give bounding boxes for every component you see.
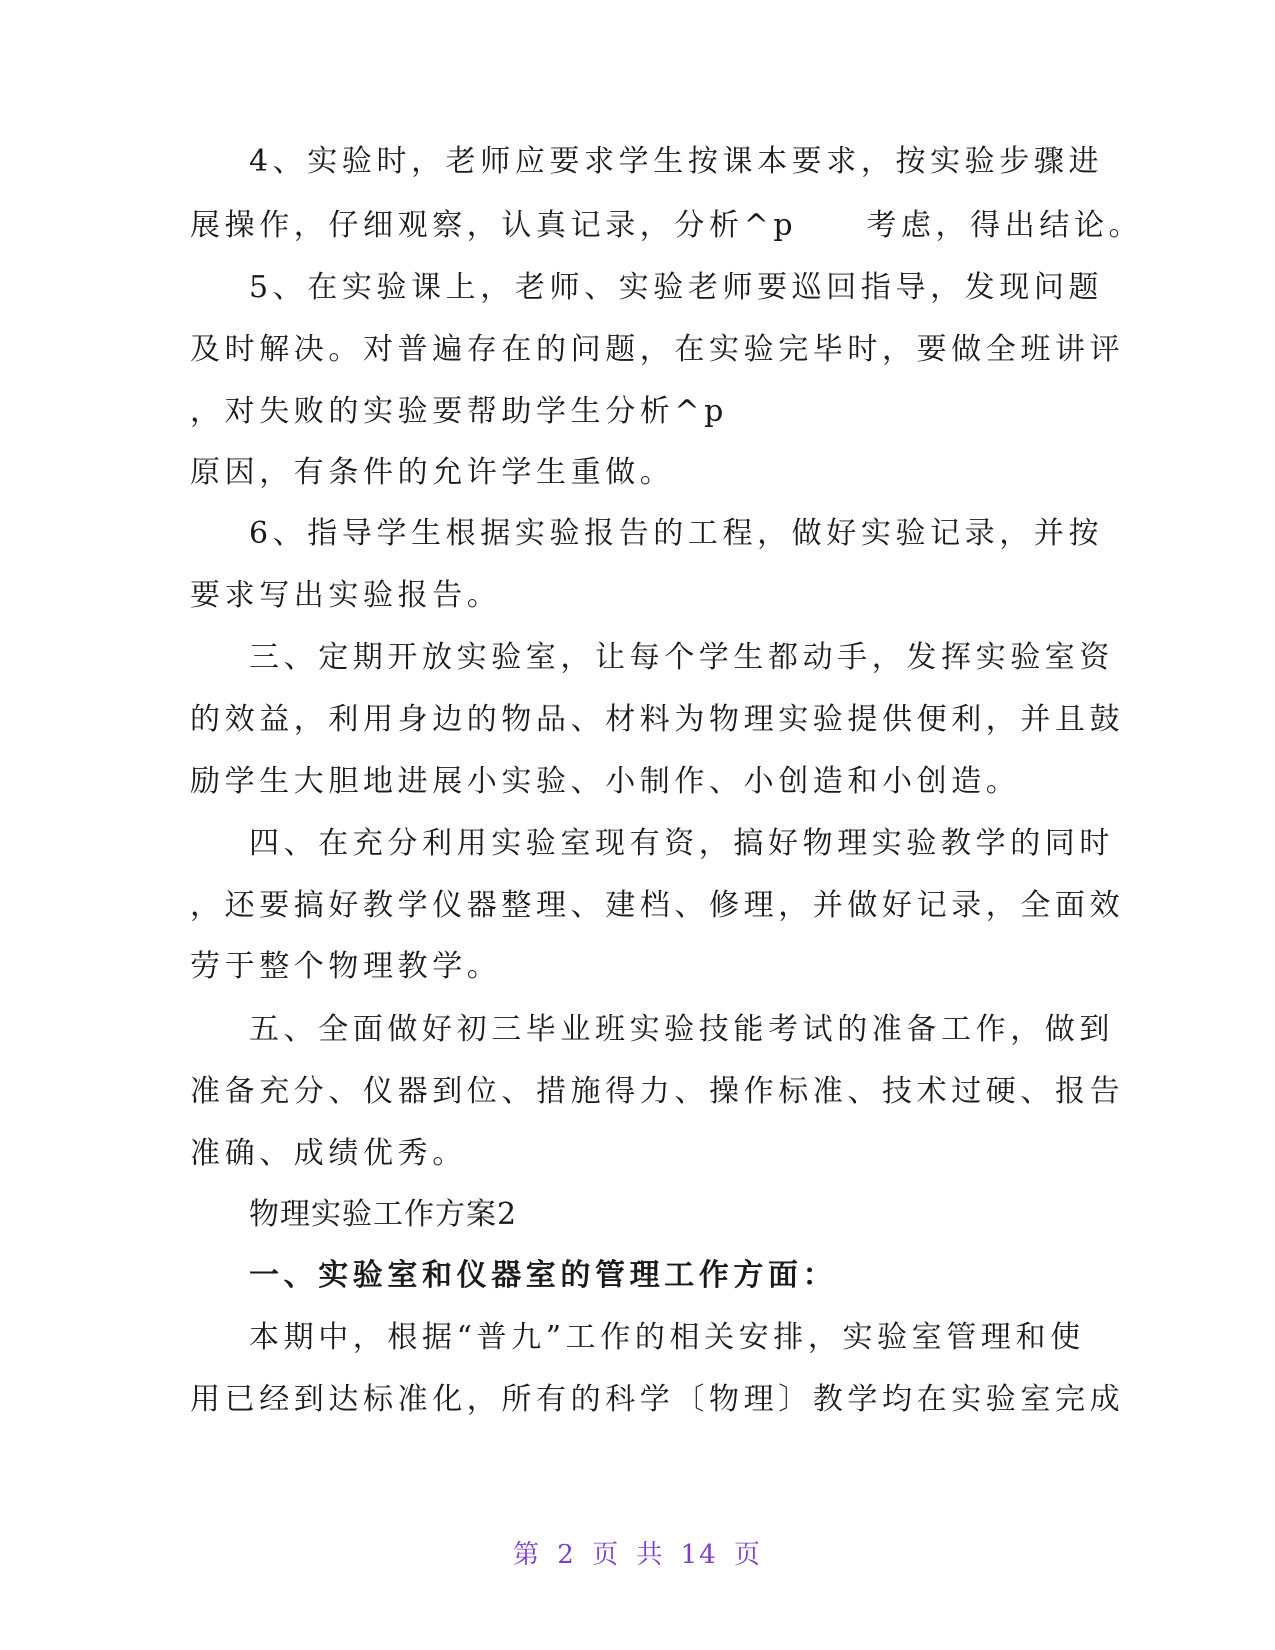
paragraph-line: 三、定期开放实验室，让每个学生都动手，发挥实验室资 [249, 640, 1114, 675]
paragraph-line: 6、指导学生根据实验报告的工程，做好实验记录，并按 [249, 516, 1104, 551]
paragraph-line: 五、全面做好初三毕业班实验技能考试的准备工作，做到 [249, 1012, 1114, 1047]
paragraph-line: 劳于整个物理教学。 [190, 949, 502, 984]
paragraph-line: 本期中，根据“普九”工作的相关安排，实验室管理和使 [249, 1320, 1085, 1355]
paragraph-line: 用已经到达标准化，所有的科学〔物理〕教学均在实验室完成 [190, 1382, 1125, 1417]
section-title: 物理实验工作方案2 [249, 1197, 518, 1232]
page-number-footer: 第 2 页 共 14 页 [513, 1540, 762, 1570]
paragraph-line: 励学生大胆地进展小实验、小制作、小创造和小创造。 [190, 764, 1021, 799]
paragraph-line: 四、在充分利用实验室现有资，搞好物理实验教学的同时 [249, 826, 1114, 861]
paragraph-line: 准确、成绩优秀。 [190, 1136, 467, 1171]
paragraph-line: 5、在实验课上，老师、实验老师要巡回指导，发现问题 [249, 270, 1104, 305]
paragraph-line: 4、实验时，老师应要求学生按课本要求，按实验步骤进 [249, 144, 1104, 179]
section-heading: 一、实验室和仪器室的管理工作方面： [249, 1258, 838, 1293]
paragraph-line: 展操作，仔细观察，认真记录，分析^p 考虑，得出结论。 [190, 208, 1144, 243]
paragraph-line: 准备充分、仪器到位、措施得力、操作标准、技术过硬、报告 [190, 1074, 1125, 1109]
paragraph-line: ，还要搞好教学仪器整理、建档、修理，并做好记录，全面效 [190, 888, 1125, 923]
paragraph-line: 的效益，利用身边的物品、材料为物理实验提供便利，并且鼓 [190, 702, 1125, 737]
paragraph-line: 原因，有条件的允许学生重做。 [190, 455, 675, 490]
paragraph-line: 要求写出实验报告。 [190, 578, 502, 613]
paragraph-line: ，对失败的实验要帮助学生分析^p [190, 394, 728, 429]
paragraph-line: 及时解决。对普遍存在的问题，在实验完毕时，要做全班讲评 [190, 332, 1125, 367]
